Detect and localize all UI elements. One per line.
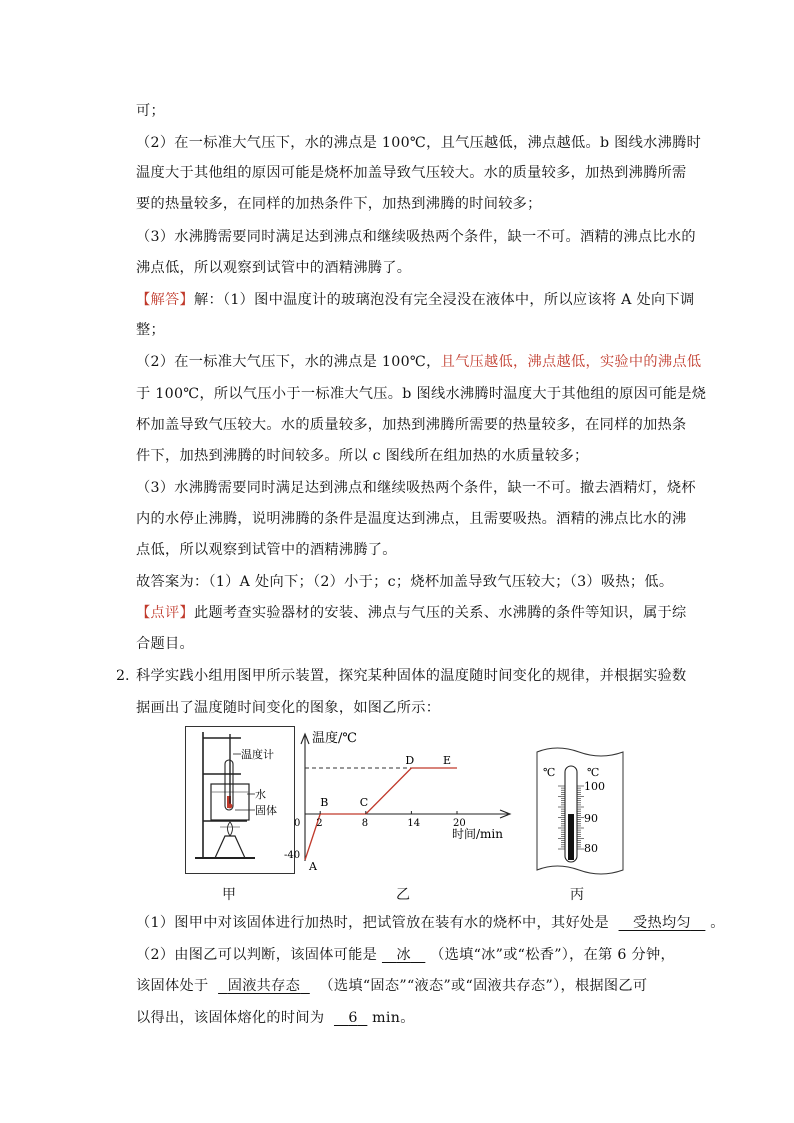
y-axis-label: 温度/℃ [312, 731, 357, 746]
x-tick-label: 14 [407, 818, 421, 829]
x-tick-label: 8 [361, 818, 369, 829]
comment-line: 合题目。 [136, 636, 194, 652]
text-line: （3）水沸腾需要同时满足达到沸点和继续吸热两个条件，缺一不可。酒精的沸点比水的 [136, 229, 696, 245]
point-label-e: E [443, 754, 452, 767]
question-line: 据画出了温度随时间变化的图象，如图乙所示： [136, 700, 441, 716]
thermometer-figure [535, 744, 625, 876]
solid-label: 固体 [255, 804, 277, 817]
figure-caption: 甲 [222, 887, 236, 903]
water-label: 水 [255, 788, 266, 801]
point-label-c: C [359, 796, 369, 809]
point-label-b: B [320, 796, 329, 809]
answer-line: 故答案为：（1）A 处向下；（2）小于；c；烧杯加盖导致气压较大；（3）吸热；低。 [136, 574, 674, 590]
subquestion-line: 该固体处于 固液共存态 （选填“固态”“液态”或“固液共存态”），根据图乙可 [136, 978, 648, 994]
point-label-d: D [405, 754, 415, 767]
tick-label: 90 [584, 812, 598, 825]
solution-line: 杯加盖导致气压较大。水的质量较多，加热到沸腾所需要的热量较多，在同样的加热条 [136, 417, 687, 433]
y-tick-label: -40 [284, 850, 301, 861]
figure-frame [186, 727, 295, 874]
solution-line: （2）在一标准大气压下，水的沸点是 100℃，且气压越低，沸点越低，实验中的沸点低 [136, 354, 702, 370]
series-segment [366, 768, 412, 814]
mercury-column [568, 814, 574, 860]
question-line: 科学实践小组用图甲所示装置，探究某种固体的温度随时间变化的规律，并根据实验数 [136, 668, 687, 684]
solution-line: 【解答】解：（1）图中温度计的玻璃泡没有完全浸没在液体中，所以应该将 A 处向下调 [136, 292, 695, 308]
answer-blank: 6 [348, 1010, 358, 1026]
question-number: 2. [116, 668, 130, 684]
comment-tag: 【点评】 [136, 605, 194, 621]
answer-blank: 冰 [396, 947, 411, 963]
subquestion-line: 以得出，该固体熔化的时间为 6 min。 [136, 1010, 415, 1026]
answer-blank: 受热均匀 [633, 915, 691, 931]
x-axis-label: 时间/min [452, 827, 503, 841]
x-tick-label: 2 [316, 818, 323, 829]
highlighted-text: 且气压越低，沸点越低，实验中的沸点低 [440, 354, 702, 370]
solution-line: 点低，所以观察到试管中的酒精沸腾了。 [136, 542, 397, 558]
solution-line: 于 100℃，所以气压小于一标准大气压。b 图线水沸腾时温度大于其他组的原因可能是烧 [136, 386, 707, 402]
text-line: 温度大于其他组的原因可能是烧杯加盖导致气压较大。水的质量较多，加热到沸腾所需 [136, 165, 687, 181]
tick-label: 80 [584, 842, 598, 855]
tick-label: 100 [584, 780, 605, 793]
y-tick-label: 0 [294, 818, 301, 829]
unit-right: ℃ [587, 766, 600, 779]
solution-line: （3）水沸腾需要同时满足达到沸点和继续吸热两个条件，缺一不可。撤去酒精灯，烧杯 [136, 480, 696, 496]
text-line: 要的热量较多，在同样的加热条件下，加热到沸腾的时间较多； [136, 196, 542, 212]
thermometer-bulb [228, 804, 233, 809]
solution-line: 内的水停止沸腾，说明沸腾的条件是温度达到沸点，且需要吸热。酒精的沸点比水的沸 [136, 511, 687, 527]
solution-line: 整； [136, 322, 165, 338]
thermometer-label: 温度计 [241, 748, 274, 761]
text-line: （2）在一标准大气压下，水的沸点是 100℃，且气压越低，沸点越低。b 图线水沸腾时 [136, 135, 702, 151]
x-tick-label: 20 [453, 818, 466, 829]
temperature-time-chart [280, 726, 520, 876]
point-label-a: A [309, 860, 317, 873]
subquestion-line: （2）由图乙可以判断，该固体可能是 冰 （选填“冰”或“松香”），在第 6 分钟， [136, 947, 676, 963]
solution-tag: 【解答】 [136, 292, 194, 308]
flame [228, 822, 233, 836]
alcohol-lamp [215, 836, 245, 858]
text-line: 可； [136, 103, 165, 119]
subquestion-line: （1）图甲中对该固体进行加热时，把试管放在装有水的烧杯中，其好处是 受热均匀 。 [136, 915, 725, 931]
solution-line: 件下，加热到沸腾的时间较多。所以 c 图线所在组加热的水质量较多； [136, 448, 589, 464]
answer-blank: 固液共存态 [227, 978, 301, 994]
apparatus-figure [185, 726, 295, 874]
figure-caption: 乙 [396, 887, 410, 903]
figure-caption: 丙 [570, 887, 584, 903]
text-line: 沸点低，所以观察到试管中的酒精沸腾了。 [136, 260, 412, 276]
unit-left: ℃ [543, 766, 556, 779]
comment-line: 【点评】此题考查实验器材的安装、沸点与气压的关系、水沸腾的条件等知识，属于综 [136, 605, 687, 621]
